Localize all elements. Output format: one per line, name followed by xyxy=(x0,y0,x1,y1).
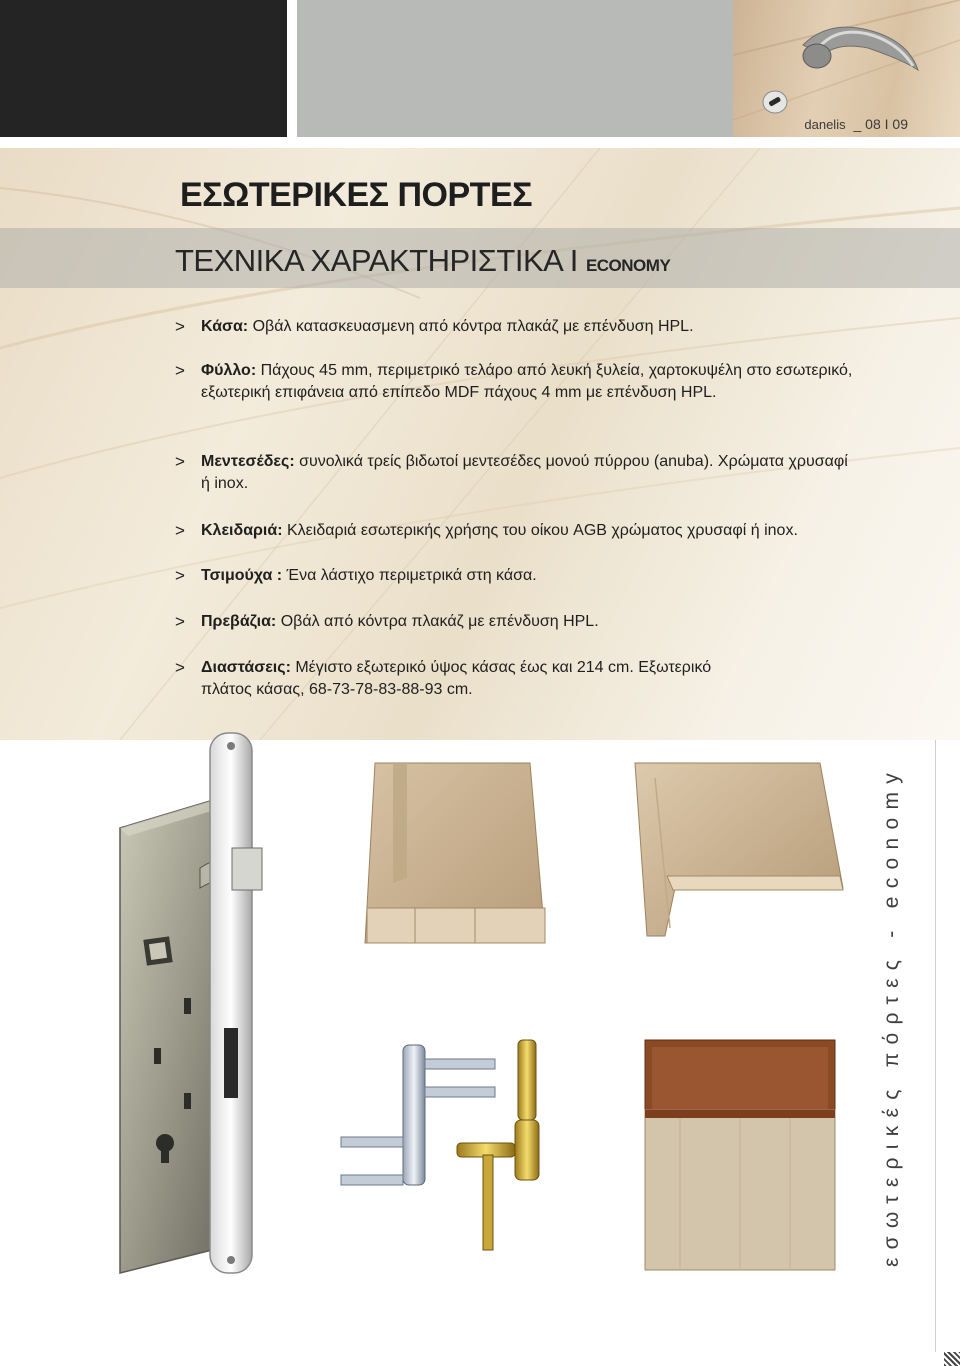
spec-label: Φύλλο: xyxy=(201,362,257,379)
spec-text: συνολικά τρείς βιδωτοί μεντεσέδες μονού πύρρου (anuba). Χρώματα χρυσαφί ή inox. xyxy=(201,453,848,492)
bullet-arrow: > xyxy=(175,612,185,631)
spec-text: Οβάλ κατασκευασμενη από κόντρα πλακάζ με επένδυση HPL. xyxy=(248,318,694,335)
page-reference xyxy=(804,116,908,132)
spec-label: Μεντεσέδες: xyxy=(201,453,295,470)
spec-text: Πάχους 45 mm, περιμετρικό τελάρο από λευκή ξυλεία, χαρτοκυψέλη στο εσωτερικό, εξωτερική επιφάνεια από επίπεδο MDF πάχους 4 mm με επένδυση HPL. xyxy=(201,362,853,401)
brand-name: danelis xyxy=(804,117,846,132)
page-title: ΕΣΩΤΕΡΙΚΕΣ ΠΟΡΤΕΣ xyxy=(180,176,533,214)
spec-text: Μέγιστο εξωτερικό ύψος κάσας έως και 214 cm. Εξωτερικό πλάτος κάσας, 68-73-78-83-88-93 cm. xyxy=(201,659,712,698)
section-subtitle xyxy=(175,243,670,279)
spec-label: Τσιμούχα : xyxy=(201,567,283,584)
header-dark-block xyxy=(0,0,287,137)
page-numbers: 08 I 09 xyxy=(865,116,908,132)
trim-profile-image xyxy=(625,758,850,943)
bullet-arrow: > xyxy=(175,521,185,540)
vertical-divider xyxy=(935,740,936,1352)
spec-text: Κλειδαριά εσωτερικής χρήσης του οίκου AGB χρώματος χρυσαφί ή inox. xyxy=(282,522,798,539)
bullet-arrow: > xyxy=(175,452,185,471)
wood-background xyxy=(0,148,960,740)
spec-label: Διαστάσεις: xyxy=(201,659,291,676)
vertical-caption xyxy=(874,756,910,1276)
spec-label: Κλειδαριά: xyxy=(201,522,283,539)
bullet-arrow: > xyxy=(175,317,185,336)
door-section-image xyxy=(640,1035,840,1275)
vertical-caption-text: εσωτερικές πόρτες - economy xyxy=(880,764,903,1268)
frame-profile-image xyxy=(355,758,550,948)
header-gray-block xyxy=(297,0,733,137)
page-separator: _ xyxy=(853,116,862,132)
corner-registration-mark xyxy=(944,1352,960,1366)
bullet-arrow: > xyxy=(175,566,185,585)
subtitle-variant: ECONOMY xyxy=(585,256,671,275)
spec-text: Ένα λάστιχο περιμετρικά στη κάσα. xyxy=(282,567,537,584)
spec-label: Πρεβάζια: xyxy=(201,613,277,630)
subtitle-main: ΤΕΧΝΙΚΑ ΧΑΡΑΚΤΗΡΙΣΤΙΚΑ I xyxy=(175,243,586,278)
mortise-lock-image xyxy=(100,728,280,1278)
bullet-arrow: > xyxy=(175,658,185,677)
spec-label: Κάσα: xyxy=(201,318,249,335)
hinges-image xyxy=(335,1035,585,1255)
spec-text: Οβάλ από κόντρα πλακάζ με επένδυση HPL. xyxy=(276,613,599,630)
bullet-arrow: > xyxy=(175,361,185,380)
